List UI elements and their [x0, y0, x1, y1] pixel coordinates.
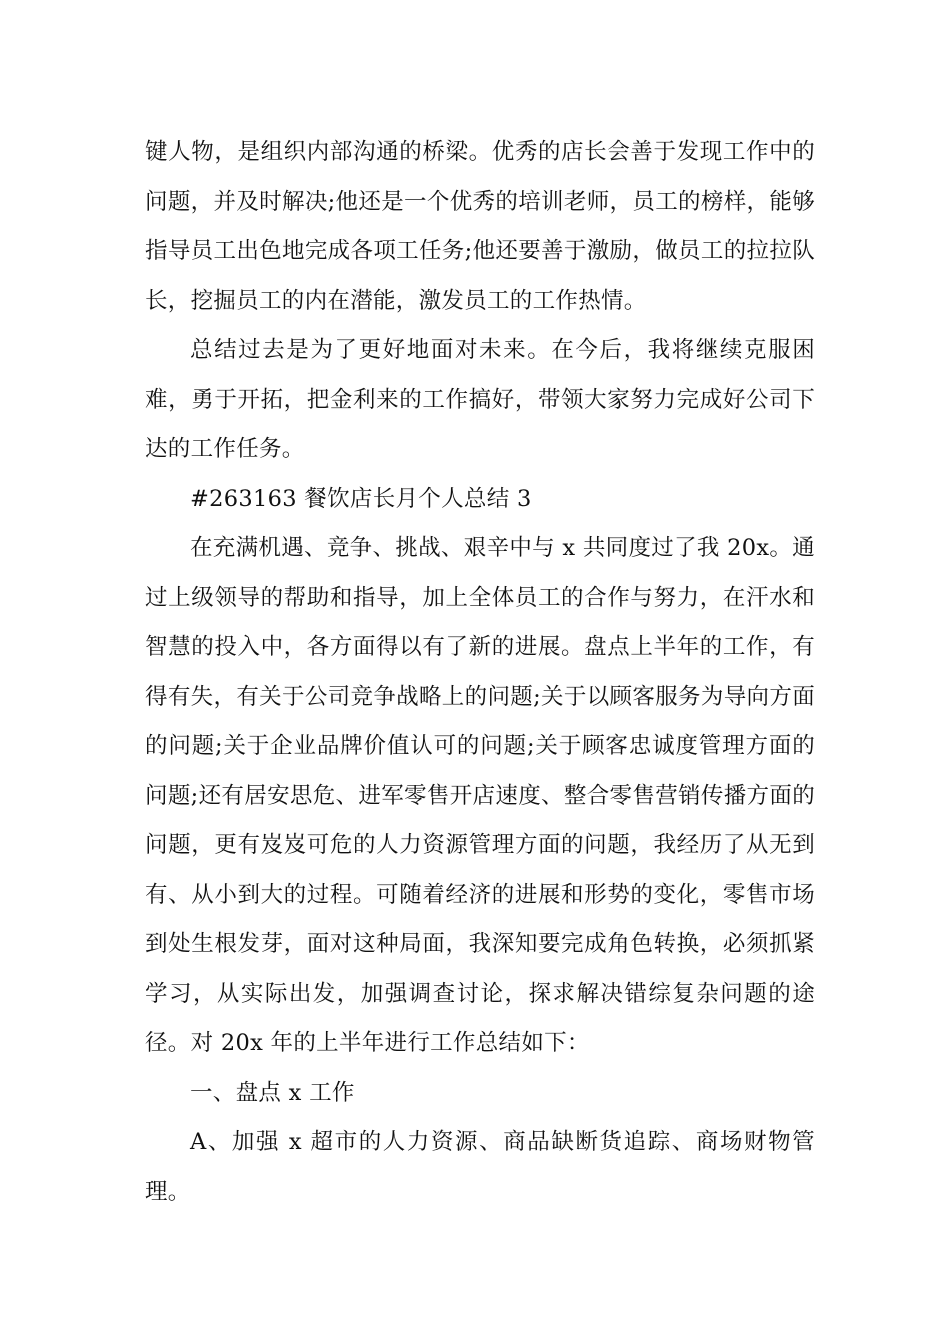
- section-heading-work-review: 一、盘点 x 工作: [190, 1079, 355, 1106]
- paragraph-future-outlook: 总结过去是为了更好地面对未来。在今后，我将继续克服困难，勇于开拓，把金利来的工作搞好，带领大家努力完成好公司下达的工作任务。: [145, 337, 815, 462]
- paragraph-half-year-review: 在充满机遇、竞争、挑战、艰辛中与 x 共同度过了我 20x。通过上级领导的帮助和指导，加上全体员工的合作与努力，在汗水和智慧的投入中，各方面得以有了新的进展。盘点上半年的工作，有得有失，有关于公司竞争战略上的问题;关于以顾客服务为导向方面的问题;关于企业品牌价值认可的问题;关于顾客忠诚度管理方面的问题;还有居安思危、进军零售开店速度、整合零售营销传播方面的问题，更有岌岌可危的人力资源管理方面的问题，我经历了从无到有、从小到大的过程。可随着经济的进展和形势的变化，零售市场到处生根发芽，面对这种局面，我深知要完成角色转换，必须抓紧学习，从实际出发，加强调查讨论，探求解决错综复杂问题的途径。对 20x 年的上半年进行工作总结如下：: [145, 535, 815, 1056]
- document-body: [145, 128, 815, 1217]
- section-heading-summary-3: #263163 餐饮店长月个人总结 3: [190, 485, 532, 512]
- paragraph-store-manager-role: 键人物，是组织内部沟通的桥梁。优秀的店长会善于发现工作中的问题，并及时解决;他还是一个优秀的培训老师，员工的榜样，能够指导员工出色地完成各项工任务;他还要善于激励，做员工的拉拉队长，挖掘员工的内在潜能，激发员工的工作热情。: [145, 139, 815, 314]
- list-item-a: A、加强 x 超市的人力资源、商品缺断货追踪、商场财物管理。: [145, 1129, 815, 1205]
